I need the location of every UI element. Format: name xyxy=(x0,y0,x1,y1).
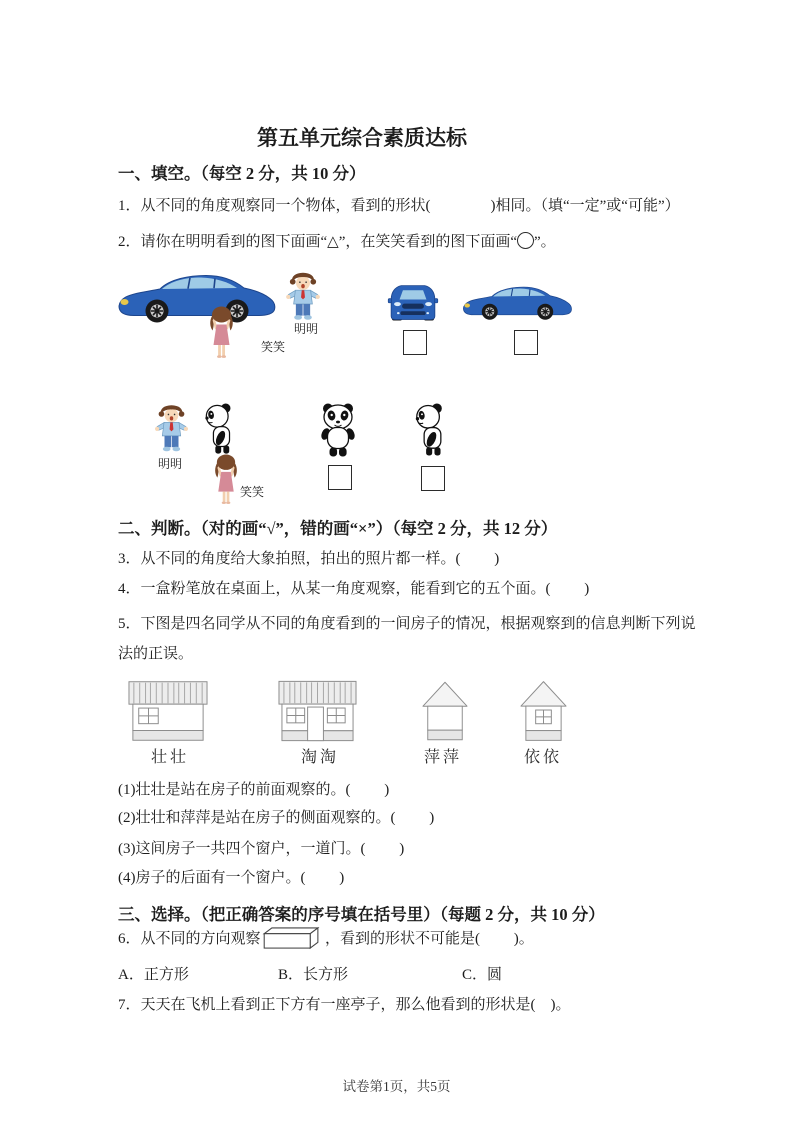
xiaoxiao-figure-icon xyxy=(206,306,237,362)
section-3-header: 三、选择。（把正确答案的序号填在括号里）（每题 2 分，共 10 分） xyxy=(118,905,605,924)
panda-front-view-icon xyxy=(319,402,357,458)
car-front-view-icon xyxy=(383,281,443,323)
answer-box-panda-front xyxy=(328,465,352,490)
cuboid-icon xyxy=(263,927,321,950)
house-pingping-icon xyxy=(422,680,468,742)
mingming-figure-icon xyxy=(285,271,321,321)
section-1-header: 一、填空。（每空 2 分，共 10 分） xyxy=(118,164,366,183)
option-c: C．圆 xyxy=(462,967,503,983)
question-1: 1．从不同的角度观察同一个物体，看到的形状( )相同。（填“一定”或“可能”） xyxy=(118,198,680,214)
section-2-header: 二、判断。（对的画“√”，错的画“×”）（每空 2 分，共 12 分） xyxy=(118,519,558,538)
house-zhuangzhuang-icon xyxy=(128,680,208,742)
car-side-large-icon xyxy=(117,271,277,323)
mingming-figure-2-icon xyxy=(154,403,189,453)
question-5: 5．下图是四名同学从不同的角度看到的一间房子的情况，根据观察到的信息判断下列说法的正误。 xyxy=(118,616,696,662)
sub-question-4: (4)房子的后面有一个窗户。( ) xyxy=(118,870,345,886)
sub-question-3: (3)这间房子一共四个窗户，一道门。( ) xyxy=(118,841,405,857)
question-3: 3．从不同的角度给大象拍照，拍出的照片都一样。( ) xyxy=(118,551,500,567)
sub-question-1: (1)壮壮是站在房子的前面观察的。( ) xyxy=(118,782,390,798)
question-6-after: ，看到的形状不可能是( )。 xyxy=(325,931,534,947)
question-6-before: 6．从不同的方向观察 xyxy=(118,931,261,947)
option-b: B．长方形 xyxy=(278,967,349,983)
answer-box-car-front xyxy=(403,330,427,355)
question-4: 4．一盒粉笔放在桌面上，从某一角度观察，能看到它的五个面。( ) xyxy=(118,581,590,597)
sub-question-2: (2)壮壮和萍萍是站在房子的侧面观察的。( ) xyxy=(118,810,435,826)
circle-glyph xyxy=(517,232,534,249)
house-label-zhuangzhuang: 壮壮 xyxy=(151,749,190,766)
xiaoxiao-label-2: 笑笑 xyxy=(240,485,265,499)
page-title: 第五单元综合素质达标 xyxy=(257,126,467,150)
mingming-label-2: 明明 xyxy=(158,457,183,471)
house-label-yiyi: 依依 xyxy=(524,749,563,766)
panda-side-large-icon xyxy=(202,403,240,456)
panda-side-view-icon xyxy=(414,403,450,458)
house-label-pingping: 萍萍 xyxy=(424,749,463,766)
question-2-text-before: 2．请你在明明看到的图下面画“△”，在笑笑看到的图下面画“ xyxy=(118,234,518,250)
xiaoxiao-label: 笑笑 xyxy=(261,340,286,354)
answer-box-panda-side xyxy=(421,466,445,491)
question-2 xyxy=(118,232,556,253)
xiaoxiao-figure-2-icon xyxy=(211,454,241,508)
answer-box-car-side xyxy=(514,330,538,355)
question-7: 7．天天在飞机上看到正下方有一座亭子，那么他看到的形状是( )。 xyxy=(118,997,571,1013)
page-footer: 试卷第1页，共5页 xyxy=(342,1079,451,1094)
house-yiyi-icon xyxy=(520,680,567,742)
mingming-label: 明明 xyxy=(294,322,319,336)
house-taotao-icon xyxy=(278,680,357,742)
house-label-taotao: 淘淘 xyxy=(301,749,340,766)
car-side-view-icon xyxy=(462,282,573,322)
option-a: A．正方形 xyxy=(118,967,189,983)
question-2-text-after: ”。 xyxy=(534,234,556,250)
